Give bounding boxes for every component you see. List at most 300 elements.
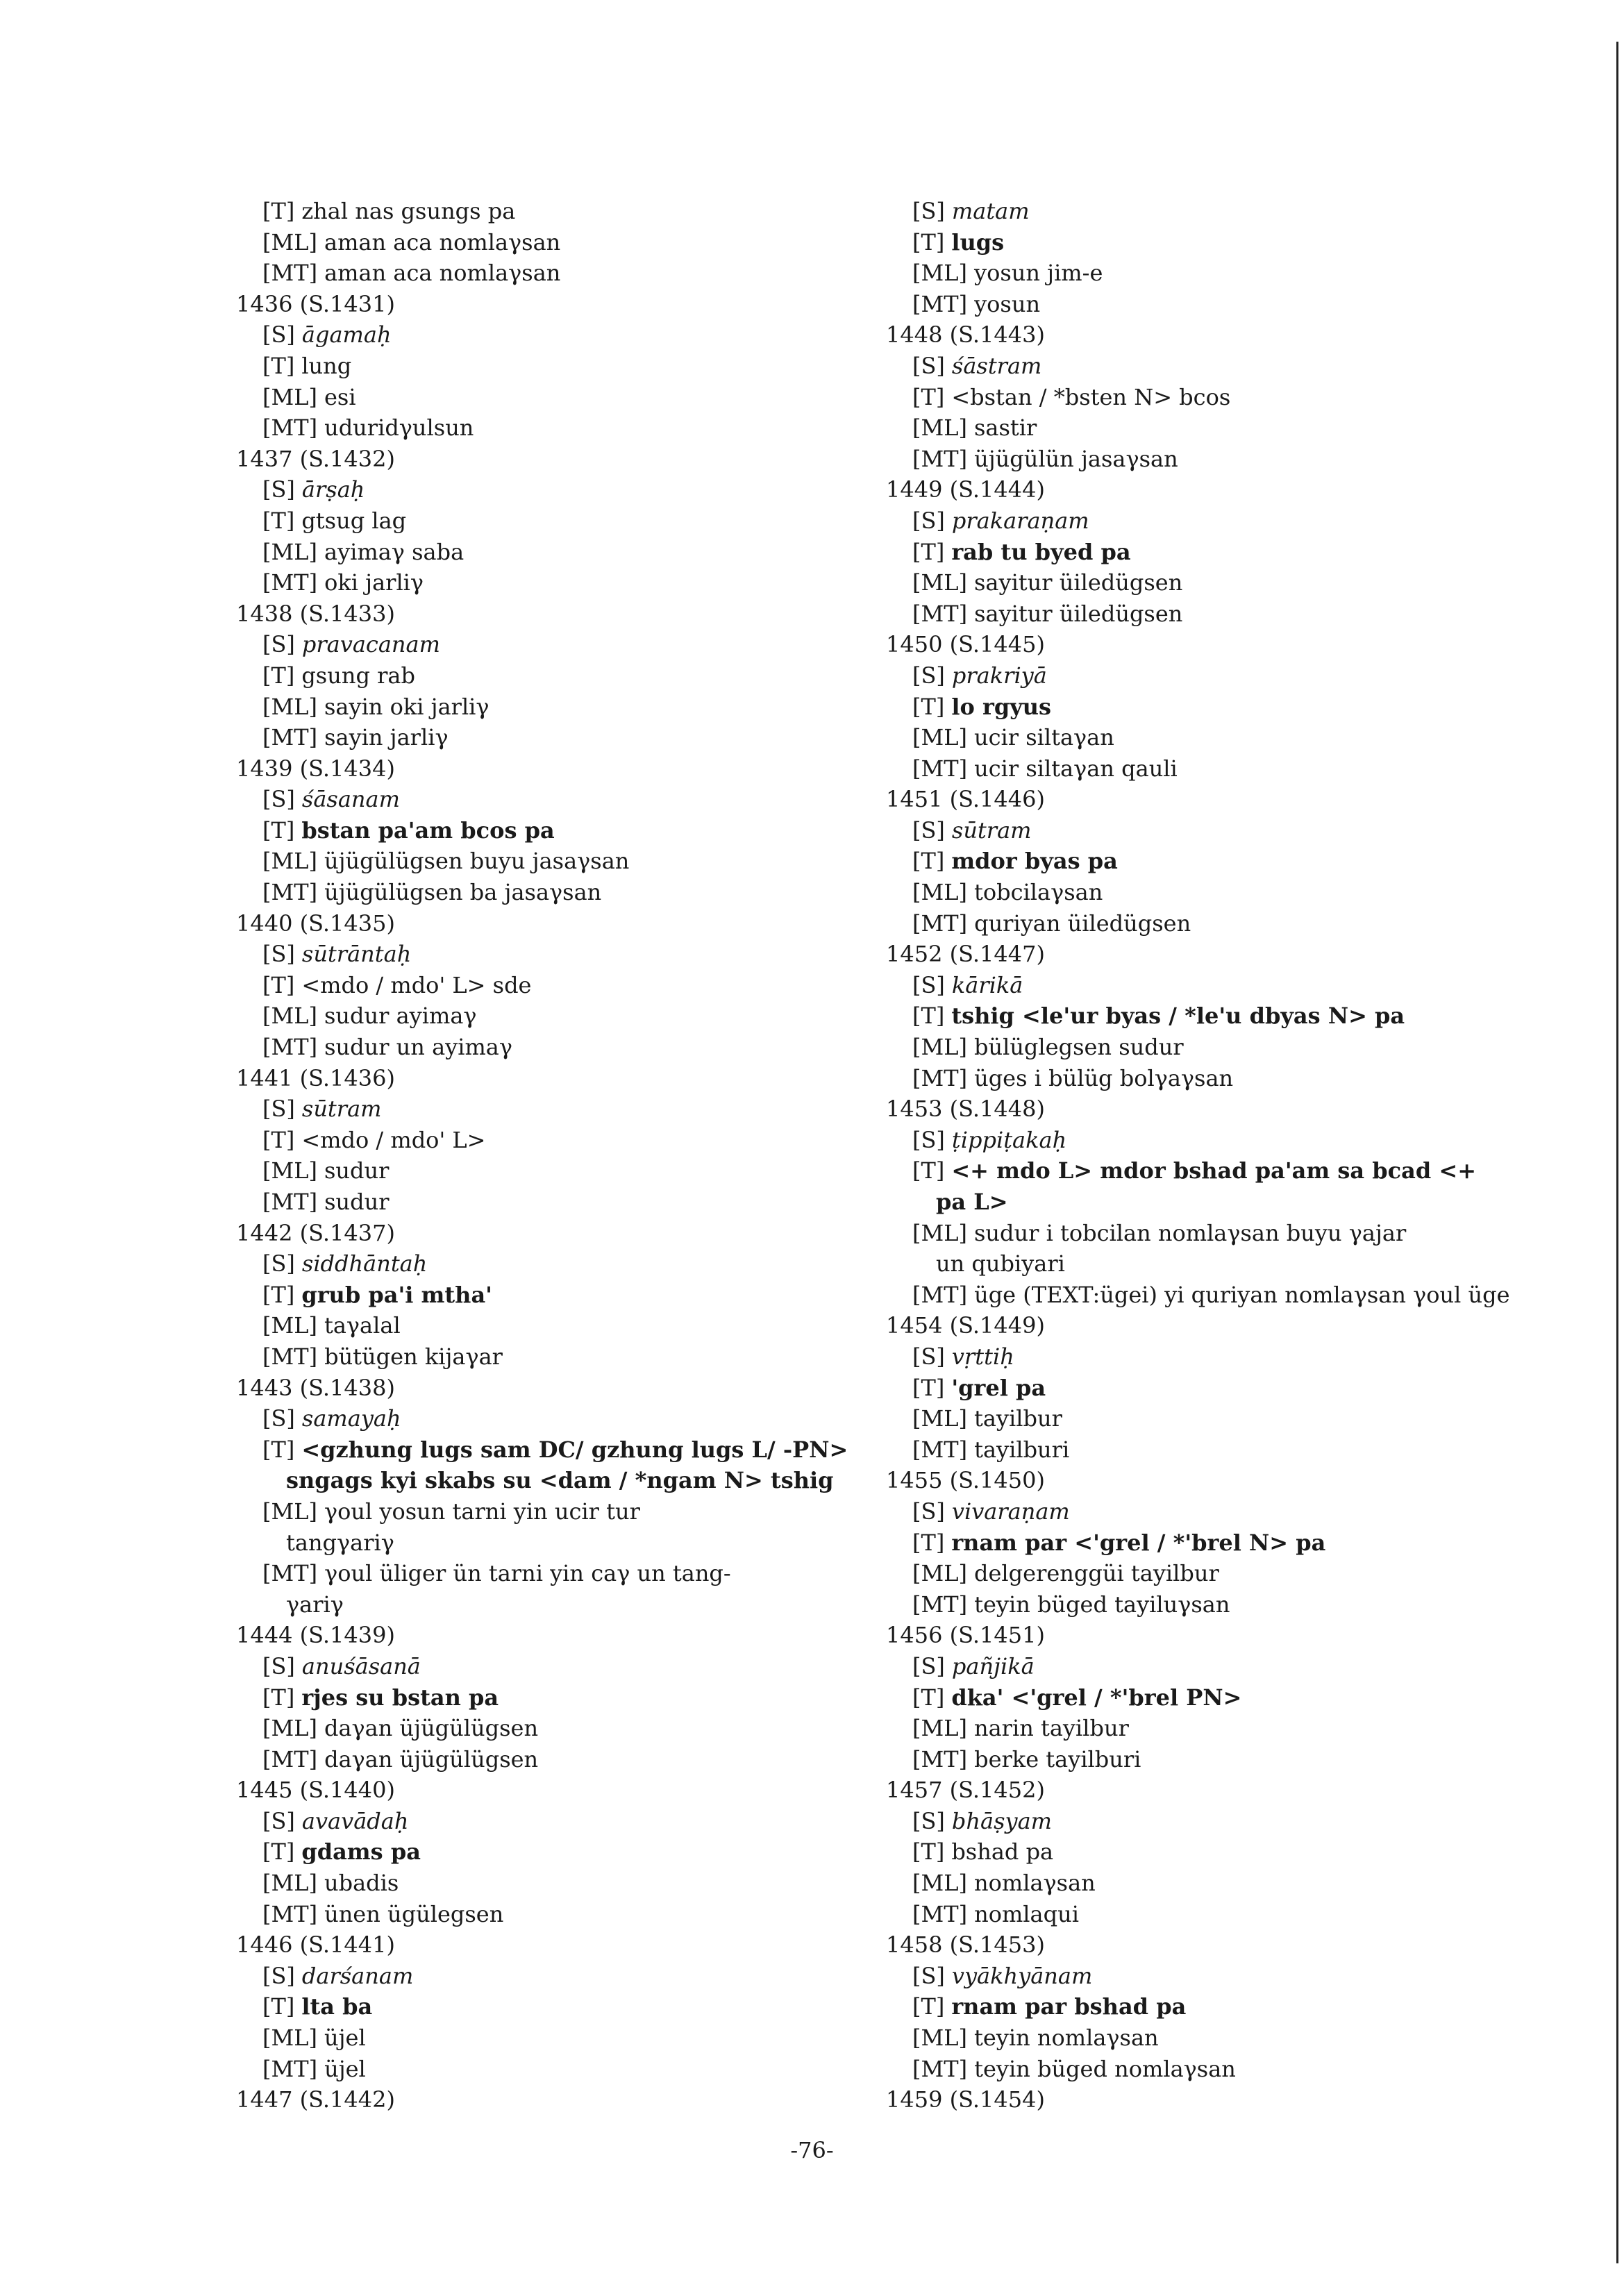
field-value: rnam par bshad pa bbox=[951, 1993, 1187, 2020]
field-line bbox=[886, 1744, 1580, 1775]
field-tag: [T] bbox=[262, 1993, 295, 2020]
field-tag: [ML] bbox=[912, 1870, 967, 1897]
entry-number: 1441 (S.1436) bbox=[236, 1064, 395, 1091]
field-tag: [ML] bbox=[912, 724, 967, 751]
field-tag: [T] bbox=[262, 971, 295, 998]
field-line bbox=[886, 660, 1580, 692]
field-value: sudur ayimaγ bbox=[324, 1003, 477, 1030]
field-value: prakriyā bbox=[951, 662, 1047, 689]
field-tag: [S] bbox=[262, 1250, 295, 1277]
field-value: tangγariγ bbox=[286, 1529, 394, 1556]
field-tag: [MT] bbox=[912, 910, 968, 937]
field-tag: [T] bbox=[262, 662, 295, 689]
entry-number: 1444 (S.1439) bbox=[236, 1622, 395, 1649]
field-tag: [T] bbox=[912, 538, 945, 565]
field-value: pañjikā bbox=[951, 1652, 1035, 1679]
field-value: üjügülün jasaγsan bbox=[974, 445, 1178, 472]
field-value: vṛttiḥ bbox=[951, 1343, 1014, 1370]
field-tag: [ML] bbox=[262, 2025, 317, 2052]
field-value: <gzhung lugs sam DC/ gzhung lugs L/ -PN> bbox=[301, 1436, 848, 1463]
field-tag: [T] bbox=[912, 1003, 945, 1030]
field-line bbox=[886, 1682, 1580, 1713]
field-value: sūtram bbox=[301, 1096, 382, 1123]
field-tag: [T] bbox=[262, 1838, 295, 1866]
field-value: gtsug lag bbox=[301, 507, 407, 534]
field-value: üge (TEXT:ügei) yi quriyan nomlaγsan γoul üge bbox=[974, 1281, 1510, 1308]
field-line bbox=[886, 505, 1580, 537]
page-number: -76- bbox=[790, 2137, 834, 2163]
field-value: gdams pa bbox=[301, 1838, 421, 1866]
field-line bbox=[236, 692, 861, 723]
field-line bbox=[886, 722, 1580, 753]
field-tag: [T] bbox=[912, 1838, 945, 1866]
field-line bbox=[236, 1651, 861, 1682]
field-line bbox=[886, 537, 1580, 568]
entry-number: 1457 (S.1452) bbox=[886, 1777, 1045, 1804]
field-line bbox=[886, 289, 1580, 320]
field-line bbox=[886, 908, 1580, 939]
entry-number: 1458 (S.1453) bbox=[886, 1932, 1045, 1959]
field-value: sudur bbox=[324, 1189, 390, 1215]
field-value: <bstan / *bsten N> bcos bbox=[951, 383, 1231, 410]
field-tag: [S] bbox=[912, 662, 945, 689]
entry-number: 1437 (S.1432) bbox=[236, 445, 395, 472]
field-tag: [S] bbox=[912, 198, 945, 224]
field-value: sastir bbox=[973, 414, 1037, 442]
field-tag: [MT] bbox=[912, 600, 968, 627]
field-line bbox=[886, 1280, 1580, 1311]
field-line bbox=[886, 1806, 1580, 1837]
field-tag: [ML] bbox=[912, 414, 967, 442]
field-line bbox=[886, 2022, 1580, 2054]
field-tag: [S] bbox=[912, 507, 945, 534]
field-value: aman aca nomlaγsan bbox=[324, 228, 561, 255]
field-value: śāstram bbox=[951, 352, 1042, 379]
field-tag: [ML] bbox=[262, 538, 317, 565]
field-line bbox=[886, 1961, 1580, 1992]
field-line bbox=[886, 1651, 1580, 1682]
field-line bbox=[886, 1063, 1580, 1094]
field-line bbox=[236, 1125, 861, 1156]
field-tag: [MT] bbox=[262, 724, 318, 751]
field-line bbox=[236, 1093, 861, 1125]
entry-number: 1442 (S.1437) bbox=[236, 1219, 395, 1246]
field-line bbox=[886, 1000, 1580, 1032]
field-value: mdor byas pa bbox=[951, 848, 1118, 875]
field-line bbox=[886, 1558, 1580, 1589]
field-tag: [MT] bbox=[912, 1591, 968, 1618]
field-line bbox=[886, 567, 1580, 598]
field-value: sngags kyi skabs su <dam / *ngam N> tshig bbox=[286, 1467, 834, 1494]
field-tag: [ML] bbox=[912, 1405, 967, 1432]
field-line bbox=[236, 722, 861, 753]
field-tag: [ML] bbox=[262, 1003, 317, 1030]
field-value: üjügülügsen ba jasaγsan bbox=[324, 879, 602, 906]
field-line bbox=[236, 227, 861, 258]
entry-number: 1456 (S.1451) bbox=[886, 1622, 1045, 1649]
field-tag: [ML] bbox=[912, 1715, 967, 1742]
field-value: daγan üjügülügsen bbox=[324, 1715, 539, 1742]
left-column bbox=[236, 196, 861, 2115]
field-line bbox=[236, 258, 861, 289]
field-line bbox=[886, 351, 1580, 382]
field-line bbox=[886, 815, 1580, 846]
field-tag: [T] bbox=[912, 1993, 945, 2020]
field-line bbox=[236, 2022, 861, 2054]
field-line bbox=[886, 692, 1580, 723]
entry-number: 1455 (S.1450) bbox=[886, 1467, 1045, 1494]
field-tag: [MT] bbox=[262, 1560, 318, 1587]
entry-number: 1446 (S.1441) bbox=[236, 1932, 395, 1959]
field-value: teyin büged tayiluγsan bbox=[974, 1591, 1230, 1618]
field-line bbox=[236, 412, 861, 444]
field-tag: [S] bbox=[262, 1652, 295, 1679]
field-line bbox=[886, 1373, 1580, 1404]
entry-number: 1443 (S.1438) bbox=[236, 1374, 395, 1401]
entry-number: 1436 (S.1431) bbox=[236, 290, 395, 317]
field-line bbox=[886, 1713, 1580, 1744]
field-tag: [T] bbox=[262, 1126, 295, 1153]
entry-number: 1449 (S.1444) bbox=[886, 476, 1045, 503]
field-tag: [S] bbox=[912, 816, 945, 844]
field-tag: [ML] bbox=[912, 1219, 967, 1246]
field-value: rab tu byed pa bbox=[951, 538, 1131, 565]
field-value: zhal nas gsungs pa bbox=[301, 198, 516, 224]
field-value: sūtram bbox=[951, 816, 1032, 844]
field-value: samayaḥ bbox=[301, 1405, 401, 1432]
field-value: bhāṣyam bbox=[951, 1807, 1052, 1834]
field-value: pa L> bbox=[936, 1189, 1008, 1215]
field-line bbox=[236, 2054, 861, 2085]
field-tag: [T] bbox=[912, 383, 945, 410]
field-value: ucir siltaγan qauli bbox=[974, 755, 1178, 782]
field-line bbox=[886, 2054, 1580, 2085]
entry-number: 1439 (S.1434) bbox=[236, 755, 395, 782]
field-tag: [ML] bbox=[262, 1870, 317, 1897]
field-value: tayilburi bbox=[974, 1436, 1070, 1463]
field-value: śāsanam bbox=[301, 786, 400, 813]
field-value: aman aca nomlaγsan bbox=[324, 260, 561, 287]
field-value: <+ mdo L> mdor bshad pa'am sa bcad <+ bbox=[951, 1157, 1476, 1184]
field-line bbox=[886, 598, 1580, 630]
field-line bbox=[236, 970, 861, 1001]
field-tag: [S] bbox=[912, 1807, 945, 1834]
field-value: rjes su bstan pa bbox=[301, 1684, 499, 1711]
field-tag: [ML] bbox=[912, 260, 967, 287]
field-tag: [T] bbox=[262, 507, 295, 534]
field-line bbox=[886, 1434, 1580, 1466]
field-line bbox=[886, 1403, 1580, 1434]
field-value: bütügen kijaγar bbox=[324, 1343, 503, 1370]
field-tag: [MT] bbox=[912, 755, 968, 782]
field-line bbox=[886, 1991, 1580, 2022]
field-line bbox=[886, 970, 1580, 1001]
field-value: sayitur üiledügsen bbox=[973, 569, 1183, 596]
field-value: anuśāsanā bbox=[301, 1652, 421, 1679]
field-value: üjel bbox=[324, 2055, 366, 2082]
field-tag: [MT] bbox=[262, 1900, 318, 1927]
field-line bbox=[236, 567, 861, 598]
field-line bbox=[236, 351, 861, 382]
field-line bbox=[236, 1836, 861, 1868]
field-line bbox=[236, 1496, 861, 1527]
field-value: sūtrāntaḥ bbox=[301, 941, 412, 968]
field-tag: [S] bbox=[262, 1405, 295, 1432]
field-line bbox=[886, 1125, 1580, 1156]
field-value: γariγ bbox=[286, 1591, 344, 1618]
entry-number: 1452 (S.1447) bbox=[886, 941, 1045, 968]
field-line bbox=[236, 1806, 861, 1837]
field-line bbox=[886, 258, 1580, 289]
field-tag: [S] bbox=[262, 321, 295, 349]
field-line bbox=[236, 1713, 861, 1744]
field-value: üjügülügsen buyu jasaγsan bbox=[324, 848, 630, 875]
field-line bbox=[236, 815, 861, 846]
entry-number: 1450 (S.1445) bbox=[886, 631, 1045, 658]
field-tag: [T] bbox=[262, 1436, 295, 1463]
field-value: oki jarliγ bbox=[324, 569, 424, 596]
field-value: pravacanam bbox=[301, 631, 440, 658]
field-tag: [T] bbox=[262, 816, 295, 844]
field-value: avavādaḥ bbox=[301, 1807, 409, 1834]
field-value: γoul üliger ün tarni yin caγ un tang- bbox=[324, 1560, 731, 1587]
field-tag: [ML] bbox=[262, 1715, 317, 1742]
field-tag: [MT] bbox=[912, 445, 968, 472]
entry-number: 1453 (S.1448) bbox=[886, 1096, 1045, 1123]
field-value: dka' <'grel / *'brel PN> bbox=[951, 1684, 1242, 1711]
field-line bbox=[236, 1000, 861, 1032]
field-line bbox=[236, 784, 861, 815]
field-tag: [S] bbox=[912, 1498, 945, 1525]
field-value: teyin büged nomlaγsan bbox=[974, 2055, 1236, 2082]
field-value: bstan pa'am bcos pa bbox=[301, 816, 555, 844]
field-continuation bbox=[886, 1248, 1580, 1280]
field-continuation bbox=[236, 1527, 861, 1559]
field-tag: [S] bbox=[912, 971, 945, 998]
field-line bbox=[236, 1248, 861, 1280]
entry-number: 1448 (S.1443) bbox=[886, 321, 1045, 349]
field-value: teyin nomlaγsan bbox=[973, 2025, 1159, 2052]
field-value: ṭippiṭakaḥ bbox=[951, 1126, 1067, 1153]
field-line bbox=[886, 753, 1580, 785]
field-line bbox=[236, 1310, 861, 1341]
field-tag: [MT] bbox=[262, 879, 318, 906]
entry-number: 1451 (S.1446) bbox=[886, 786, 1045, 813]
field-value: sudur i tobcilan nomlaγsan buyu γajar bbox=[973, 1219, 1407, 1246]
field-line bbox=[886, 1496, 1580, 1527]
field-value: esi bbox=[324, 383, 356, 410]
field-tag: [MT] bbox=[262, 569, 318, 596]
field-tag: [MT] bbox=[262, 260, 318, 287]
field-line bbox=[236, 846, 861, 877]
field-line bbox=[886, 1899, 1580, 1930]
field-tag: [S] bbox=[912, 1343, 945, 1370]
field-value: narin tayilbur bbox=[973, 1715, 1129, 1742]
field-value: un qubiyari bbox=[936, 1250, 1065, 1277]
field-line bbox=[236, 1155, 861, 1187]
page-edge-rule bbox=[1616, 42, 1618, 2263]
field-line bbox=[236, 319, 861, 351]
field-value: tayilbur bbox=[973, 1405, 1062, 1432]
field-line bbox=[886, 877, 1580, 908]
field-tag: [ML] bbox=[912, 1560, 967, 1587]
field-value: sudur bbox=[324, 1157, 390, 1184]
field-tag: [MT] bbox=[912, 2055, 968, 2082]
field-tag: [S] bbox=[262, 941, 295, 968]
field-tag: [ML] bbox=[262, 848, 317, 875]
field-line bbox=[886, 846, 1580, 877]
entry-number: 1447 (S.1442) bbox=[236, 2086, 395, 2113]
field-line bbox=[886, 444, 1580, 475]
field-line bbox=[236, 1899, 861, 1930]
field-value: bshad pa bbox=[951, 1838, 1054, 1866]
field-tag: [ML] bbox=[912, 1034, 967, 1061]
field-line bbox=[236, 877, 861, 908]
field-line bbox=[886, 1341, 1580, 1373]
field-value: āgamaḥ bbox=[301, 321, 392, 349]
field-line bbox=[886, 1589, 1580, 1620]
field-value: nomlaγsan bbox=[973, 1870, 1096, 1897]
field-continuation bbox=[236, 1465, 861, 1496]
field-value: ünen ügülegsen bbox=[324, 1900, 504, 1927]
field-tag: [MT] bbox=[912, 1900, 968, 1927]
field-line bbox=[236, 1403, 861, 1434]
field-line bbox=[236, 1744, 861, 1775]
field-line bbox=[236, 1558, 861, 1589]
field-tag: [MT] bbox=[912, 290, 968, 317]
field-value: <mdo / mdo' L> bbox=[301, 1126, 486, 1153]
field-line bbox=[886, 227, 1580, 258]
entry-number: 1445 (S.1440) bbox=[236, 1777, 395, 1804]
field-line bbox=[236, 196, 861, 227]
field-value: nomlaqui bbox=[974, 1900, 1079, 1927]
entry-number: 1440 (S.1435) bbox=[236, 910, 395, 937]
field-tag: [S] bbox=[262, 1096, 295, 1123]
field-tag: [T] bbox=[262, 1281, 295, 1308]
field-value: daγan üjügülügsen bbox=[324, 1745, 539, 1773]
field-line bbox=[886, 196, 1580, 227]
field-value: kārikā bbox=[951, 971, 1023, 998]
field-value: yosun jim-e bbox=[973, 260, 1103, 287]
field-value: sayin oki jarliγ bbox=[324, 693, 489, 720]
field-line bbox=[236, 1961, 861, 1992]
field-line bbox=[236, 382, 861, 413]
field-value: ucir siltaγan bbox=[973, 724, 1114, 751]
field-value: tshig <le'ur byas / *le'u dbyas N> pa bbox=[951, 1003, 1405, 1030]
field-value: üjel bbox=[324, 2025, 366, 2052]
field-value: grub pa'i mtha' bbox=[301, 1281, 492, 1308]
field-tag: [T] bbox=[912, 1157, 945, 1184]
field-continuation bbox=[886, 1187, 1580, 1218]
field-value: ubadis bbox=[324, 1870, 399, 1897]
field-value: siddhāntaḥ bbox=[301, 1250, 428, 1277]
field-tag: [S] bbox=[912, 352, 945, 379]
field-value: berke tayilburi bbox=[974, 1745, 1141, 1773]
field-line bbox=[886, 1155, 1580, 1187]
field-value: quriyan üiledügsen bbox=[974, 910, 1191, 937]
field-line bbox=[236, 1280, 861, 1311]
field-tag: [ML] bbox=[262, 228, 317, 255]
field-tag: [T] bbox=[262, 352, 295, 379]
field-tag: [MT] bbox=[912, 1745, 968, 1773]
field-tag: [S] bbox=[912, 1962, 945, 1989]
field-tag: [ML] bbox=[912, 569, 967, 596]
field-value: prakaraṇam bbox=[951, 507, 1089, 534]
field-tag: [S] bbox=[262, 476, 295, 503]
field-tag: [S] bbox=[262, 1962, 295, 1989]
field-tag: [S] bbox=[262, 631, 295, 658]
field-tag: [T] bbox=[912, 228, 945, 255]
field-line bbox=[886, 1527, 1580, 1559]
field-value: lung bbox=[301, 352, 352, 379]
field-value: lta ba bbox=[301, 1993, 373, 2020]
field-tag: [MT] bbox=[912, 1064, 968, 1091]
field-line bbox=[886, 1836, 1580, 1868]
field-tag: [MT] bbox=[262, 1343, 318, 1370]
field-value: bülüglegsen sudur bbox=[973, 1034, 1184, 1061]
field-line bbox=[236, 1434, 861, 1466]
field-value: ayimaγ saba bbox=[324, 538, 464, 565]
field-value: lo rgyus bbox=[951, 693, 1052, 720]
field-tag: [MT] bbox=[262, 1189, 318, 1215]
field-tag: [ML] bbox=[262, 1312, 317, 1339]
field-value: vivaraṇam bbox=[951, 1498, 1070, 1525]
field-tag: [T] bbox=[912, 848, 945, 875]
field-line bbox=[236, 660, 861, 692]
field-line bbox=[236, 629, 861, 660]
field-value: taγalal bbox=[324, 1312, 401, 1339]
field-line bbox=[236, 1341, 861, 1373]
field-line bbox=[236, 1187, 861, 1218]
field-value: darśanam bbox=[301, 1962, 414, 1989]
field-tag: [MT] bbox=[262, 1034, 318, 1061]
field-tag: [T] bbox=[912, 1529, 945, 1556]
field-tag: [MT] bbox=[912, 1281, 968, 1308]
field-tag: [T] bbox=[912, 1374, 945, 1401]
field-line bbox=[236, 537, 861, 568]
field-value: sayin jarliγ bbox=[324, 724, 449, 751]
field-value: tobcilaγsan bbox=[973, 879, 1103, 906]
field-tag: [S] bbox=[262, 786, 295, 813]
field-tag: [S] bbox=[912, 1652, 945, 1679]
field-line bbox=[236, 1032, 861, 1063]
field-tag: [ML] bbox=[262, 383, 317, 410]
field-tag: [ML] bbox=[262, 1157, 317, 1184]
field-tag: [ML] bbox=[262, 693, 317, 720]
field-value: uduridγulsun bbox=[324, 414, 474, 442]
field-line bbox=[236, 505, 861, 537]
field-value: ārṣaḥ bbox=[301, 476, 365, 503]
field-value: lugs bbox=[951, 228, 1005, 255]
field-tag: [MT] bbox=[262, 414, 318, 442]
field-value: üges i bülüg bolγaγsan bbox=[974, 1064, 1234, 1091]
field-value: sudur un ayimaγ bbox=[324, 1034, 512, 1061]
field-tag: [T] bbox=[262, 198, 295, 224]
field-line bbox=[886, 1868, 1580, 1899]
field-value: gsung rab bbox=[301, 662, 415, 689]
field-tag: [ML] bbox=[912, 2025, 967, 2052]
field-value: matam bbox=[951, 198, 1030, 224]
field-tag: [S] bbox=[912, 1126, 945, 1153]
field-value: <mdo / mdo' L> sde bbox=[301, 971, 532, 998]
entry-number: 1438 (S.1433) bbox=[236, 600, 395, 627]
field-line bbox=[886, 382, 1580, 413]
field-line bbox=[886, 1032, 1580, 1063]
field-tag: [T] bbox=[912, 693, 945, 720]
field-line bbox=[236, 939, 861, 970]
field-tag: [MT] bbox=[262, 2055, 318, 2082]
field-value: sayitur üiledügsen bbox=[974, 600, 1183, 627]
